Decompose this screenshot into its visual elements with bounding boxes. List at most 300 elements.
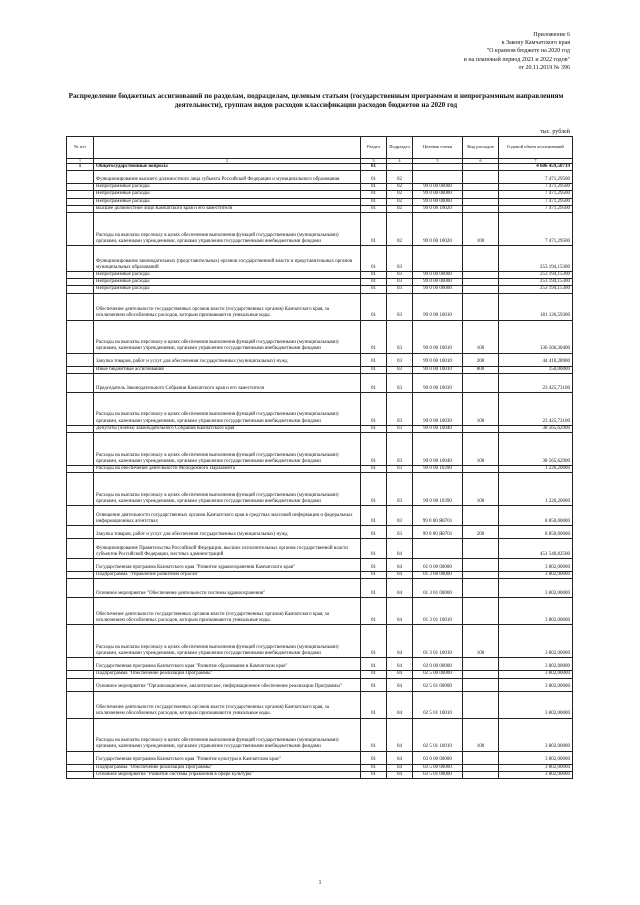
row-target-article: 03 0 00 00000 xyxy=(413,751,463,764)
row-subsection: 03 xyxy=(387,366,413,373)
row-razdel: 01 xyxy=(361,691,387,718)
table-row xyxy=(67,559,573,572)
row-number xyxy=(67,425,94,432)
row-expense-type xyxy=(463,198,499,205)
row-amount: 3 802,00000 xyxy=(499,764,573,771)
table-row xyxy=(67,171,573,184)
row-target-article: 99 0 00 10030 xyxy=(413,373,463,392)
row-name: Обеспечение деятельности государственных органов власти (государственных органов) Камчатского края, за исключением обособленных расходов, которым присваиваются уникальные коды. xyxy=(94,598,361,625)
row-expense-type xyxy=(463,272,499,279)
row-expense-type: 200 xyxy=(463,353,499,366)
row-name: Основное мероприятие "Организационное, аналитическое, информационное обеспечение реализации Программы" xyxy=(94,678,361,691)
row-amount: 253 194,15300 xyxy=(499,246,573,272)
row-razdel: 01 xyxy=(361,506,387,526)
row-number xyxy=(67,625,94,658)
row-razdel: 01 xyxy=(361,671,387,678)
row-name: Закупка товаров, работ и услуг для обеспечения государственных (муниципальных) нужд xyxy=(94,353,361,366)
row-number xyxy=(67,751,94,764)
row-amount: 150,00000 xyxy=(499,366,573,373)
row-razdel: 01 xyxy=(361,184,387,191)
row-target-article: 03 5 01 00000 xyxy=(413,771,463,778)
row-subsection: 04 xyxy=(387,671,413,678)
row-name: Непрограммные расходы xyxy=(94,286,361,293)
header-cell: Раздел xyxy=(361,137,387,159)
row-name: Подпрограмма "Обеспечение реализации Программы" xyxy=(94,671,361,678)
row-target-article: 99 0 00 10040 xyxy=(413,433,463,466)
row-subsection: 02 xyxy=(387,171,413,184)
row-number xyxy=(67,320,94,353)
row-razdel: 01 xyxy=(361,526,387,539)
row-expense-type xyxy=(463,572,499,579)
row-subsection: 03 xyxy=(387,272,413,279)
row-target-article: 02 5 01 10010 xyxy=(413,691,463,718)
row-target-article: 99 0 00 10390 xyxy=(413,466,463,473)
row-subsection: 04 xyxy=(387,625,413,658)
row-number xyxy=(67,353,94,366)
row-expense-type xyxy=(463,691,499,718)
budget-table xyxy=(66,136,573,779)
row-subsection: 04 xyxy=(387,678,413,691)
row-expense-type xyxy=(463,171,499,184)
row-subsection: 02 xyxy=(387,191,413,198)
row-amount: 451 540,82500 xyxy=(499,539,573,559)
column-number: 7 xyxy=(499,159,573,164)
row-name: Непрограммные расходы xyxy=(94,198,361,205)
row-expense-type xyxy=(463,373,499,392)
row-expense-type xyxy=(463,671,499,678)
row-razdel: 01 xyxy=(361,191,387,198)
table-row xyxy=(67,598,573,625)
row-target-article xyxy=(413,246,463,272)
row-subsection: 04 xyxy=(387,751,413,764)
row-razdel: 01 xyxy=(361,213,387,246)
table-row xyxy=(67,466,573,473)
row-amount: 8 850,00000 xyxy=(499,526,573,539)
row-razdel: 01 xyxy=(361,353,387,366)
table-row xyxy=(67,539,573,559)
table-row xyxy=(67,320,573,353)
column-number: 2 xyxy=(94,159,361,164)
row-number xyxy=(67,191,94,198)
row-expense-type: 100 xyxy=(463,625,499,658)
row-number xyxy=(67,466,94,473)
row-target-article: 99 0 00 00000 xyxy=(413,184,463,191)
table-row xyxy=(67,433,573,466)
row-target-article: 99 0 00 10040 xyxy=(413,425,463,432)
row-subsection: 04 xyxy=(387,559,413,572)
table-row xyxy=(67,213,573,246)
column-number: 5 xyxy=(413,159,463,164)
row-amount: 3 802,00000 xyxy=(499,771,573,778)
row-razdel: 01 xyxy=(361,466,387,473)
row-expense-type: 100 xyxy=(463,213,499,246)
row-name: Непрограммные расходы xyxy=(94,191,361,198)
row-expense-type xyxy=(463,764,499,771)
row-razdel: 01 xyxy=(361,473,387,506)
row-target-article: 01 0 00 00000 xyxy=(413,559,463,572)
header-cell: Годовой объем ассигнований xyxy=(499,137,573,159)
row-expense-type xyxy=(463,751,499,764)
row-subsection: 03 xyxy=(387,320,413,353)
row-name: Функционирование Правительства Российской Федерации, высших исполнительных органов государственной власти субъектов Российской Федерации, местных администраций xyxy=(94,539,361,559)
header-cell: Вид расходов xyxy=(463,137,499,159)
table-row xyxy=(67,293,573,320)
row-razdel: 01 xyxy=(361,164,387,171)
row-number xyxy=(67,678,94,691)
row-razdel: 01 xyxy=(361,293,387,320)
row-number xyxy=(67,771,94,778)
row-subsection: 04 xyxy=(387,579,413,598)
row-expense-type: 200 xyxy=(463,526,499,539)
row-amount: 7 471,29500 xyxy=(499,213,573,246)
row-subsection: 03 xyxy=(387,433,413,466)
table-row xyxy=(67,718,573,751)
row-number xyxy=(67,473,94,506)
row-expense-type xyxy=(463,658,499,671)
row-amount: 7 471,29500 xyxy=(499,205,573,212)
row-subsection: 02 xyxy=(387,205,413,212)
row-razdel: 01 xyxy=(361,771,387,778)
units-label: тыс. рублей xyxy=(540,129,570,135)
header-cell: Подраздел xyxy=(387,137,413,159)
row-amount: 3 802,00000 xyxy=(499,718,573,751)
row-target-article: 01 3 01 00000 xyxy=(413,579,463,598)
table-row xyxy=(67,373,573,392)
row-razdel: 01 xyxy=(361,366,387,373)
table-row xyxy=(67,579,573,598)
table-row xyxy=(67,353,573,366)
row-razdel: 01 xyxy=(361,279,387,286)
row-name: Обеспечение деятельности государственных органов власти (государственных органов) Камчатского края, за исключением обособленных расходов, которым присваиваются уникальные коды. xyxy=(94,691,361,718)
row-name: Государственная программа Камчатского края "Развитие культуры в Камчатском крае" xyxy=(94,751,361,764)
row-number xyxy=(67,213,94,246)
row-subsection: 04 xyxy=(387,572,413,579)
row-razdel: 01 xyxy=(361,425,387,432)
row-target-article: 03 5 00 00000 xyxy=(413,764,463,771)
row-target-article: 99 0 00 00000 xyxy=(413,272,463,279)
row-number xyxy=(67,539,94,559)
row-name: Депутаты (члены) Законодательного Собрания Камчатского края xyxy=(94,425,361,432)
column-number: 3 xyxy=(361,159,387,164)
row-amount: 3 802,00000 xyxy=(499,678,573,691)
row-target-article: 99 0 00 10010 xyxy=(413,366,463,373)
row-name: Расходы на выплаты персоналу в целях обеспечения выполнения функций государственными (муниципальными) органами, казенными учреждениями, органами управления государственными внебюджетными фондами xyxy=(94,718,361,751)
row-target-article: 99 0 00 10010 xyxy=(413,353,463,366)
row-subsection: 03 xyxy=(387,473,413,506)
table-row xyxy=(67,366,573,373)
row-number xyxy=(67,184,94,191)
row-target-article: 99 0 00 10030 xyxy=(413,392,463,425)
row-number xyxy=(67,764,94,771)
row-expense-type xyxy=(463,191,499,198)
row-subsection: 04 xyxy=(387,539,413,559)
table-row xyxy=(67,164,573,171)
row-number xyxy=(67,691,94,718)
row-razdel: 01 xyxy=(361,625,387,658)
header-cell xyxy=(94,137,361,159)
table-row xyxy=(67,198,573,205)
row-number xyxy=(67,272,94,279)
row-expense-type xyxy=(463,286,499,293)
row-target-article: 02 5 01 10010 xyxy=(413,718,463,751)
row-expense-type xyxy=(463,164,499,171)
table-row xyxy=(67,205,573,212)
row-expense-type: 800 xyxy=(463,366,499,373)
row-amount: 23 425,73100 xyxy=(499,392,573,425)
row-subsection: 04 xyxy=(387,764,413,771)
row-name: Расходы на выплаты персоналу в целях обеспечения выполнения функций государственными (муниципальными) органами, казенными учреждениями, органами управления государственными внебюджетными фондами xyxy=(94,213,361,246)
row-number xyxy=(67,598,94,625)
row-expense-type xyxy=(463,539,499,559)
row-expense-type xyxy=(463,279,499,286)
header-cell: № п/п xyxy=(67,137,94,159)
row-expense-type xyxy=(463,579,499,598)
row-number xyxy=(67,671,94,678)
row-amount: 4 606 459,58719 xyxy=(499,164,573,171)
table-row xyxy=(67,473,573,506)
row-target-article: 99 0 00 10010 xyxy=(413,320,463,353)
table-row xyxy=(67,279,573,286)
row-number xyxy=(67,279,94,286)
row-amount: 3 802,00000 xyxy=(499,572,573,579)
row-razdel: 01 xyxy=(361,579,387,598)
table-row xyxy=(67,771,573,778)
row-subsection: 03 xyxy=(387,506,413,526)
row-amount: 1 226,20000 xyxy=(499,473,573,506)
row-name: Обеспечение деятельности государственных органов власти (государственных органов) Камчатского края, за исключением обособленных расходов, которым присваиваются уникальные коды. xyxy=(94,293,361,320)
column-number: 6 xyxy=(463,159,499,164)
row-expense-type: 100 xyxy=(463,718,499,751)
row-number xyxy=(67,392,94,425)
row-expense-type: 100 xyxy=(463,320,499,353)
row-subsection: 03 xyxy=(387,373,413,392)
row-name: Непрограммные расходы xyxy=(94,184,361,191)
row-razdel: 01 xyxy=(361,751,387,764)
table-row xyxy=(67,671,573,678)
row-name: Непрограммные расходы xyxy=(94,272,361,279)
row-name: Расходы на выплаты персоналу в целях обеспечения выполнения функций государственными (муниципальными) органами, казенными учреждениями, органами управления государственными внебюджетными фондами xyxy=(94,433,361,466)
row-target-article: 02 0 00 00000 xyxy=(413,658,463,671)
row-name: Основное мероприятие "Обеспечение деятельности системы здравоохранения" xyxy=(94,579,361,598)
table-row xyxy=(67,425,573,432)
table-row xyxy=(67,658,573,671)
row-name: Высшее должностное лицо Камчатского края и его заместители xyxy=(94,205,361,212)
row-expense-type xyxy=(463,293,499,320)
row-subsection: 04 xyxy=(387,658,413,671)
row-subsection: 02 xyxy=(387,184,413,191)
row-name: Общегосударственные вопросы xyxy=(94,164,361,171)
row-subsection: 02 xyxy=(387,213,413,246)
row-number xyxy=(67,198,94,205)
row-amount: 3 802,00000 xyxy=(499,658,573,671)
row-expense-type xyxy=(463,598,499,625)
table-row xyxy=(67,572,573,579)
row-razdel: 01 xyxy=(361,392,387,425)
row-subsection: 04 xyxy=(387,691,413,718)
row-target-article: 99 0 00 00000 xyxy=(413,191,463,198)
row-subsection: 03 xyxy=(387,353,413,366)
row-number xyxy=(67,572,94,579)
row-amount: 1 226,20000 xyxy=(499,466,573,473)
row-subsection: 03 xyxy=(387,392,413,425)
row-expense-type xyxy=(463,246,499,272)
row-target-article: 99 0 00 00000 xyxy=(413,279,463,286)
row-expense-type xyxy=(463,506,499,526)
row-expense-type: 100 xyxy=(463,392,499,425)
row-number xyxy=(67,205,94,212)
row-amount: 38 565,62900 xyxy=(499,433,573,466)
table-row xyxy=(67,392,573,425)
row-amount: 3 802,00000 xyxy=(499,579,573,598)
header-row xyxy=(67,137,573,159)
row-razdel: 01 xyxy=(361,598,387,625)
row-amount: 253 194,15300 xyxy=(499,279,573,286)
table-row xyxy=(67,691,573,718)
row-razdel: 01 xyxy=(361,718,387,751)
row-name: Иные бюджетные ассигнования xyxy=(94,366,361,373)
row-expense-type xyxy=(463,466,499,473)
row-amount: 3 802,00000 xyxy=(499,691,573,718)
row-target-article: 99 0 00 10390 xyxy=(413,473,463,506)
row-name: Расходы на выплаты персоналу в целях обеспечения выполнения функций государственными (муниципальными) органами, казенными учреждениями, органами управления государственными внебюджетными фондами xyxy=(94,392,361,425)
row-subsection: 03 xyxy=(387,279,413,286)
row-razdel: 01 xyxy=(361,320,387,353)
row-amount: 3 802,00000 xyxy=(499,598,573,625)
row-razdel: 01 xyxy=(361,286,387,293)
row-target-article: 99 0 00 10020 xyxy=(413,205,463,212)
row-number xyxy=(67,433,94,466)
row-subsection: 04 xyxy=(387,598,413,625)
table-row xyxy=(67,625,573,658)
row-number xyxy=(67,286,94,293)
appendix-line: "О краевом бюджете на 2020 год xyxy=(486,48,570,55)
row-subsection: 04 xyxy=(387,771,413,778)
appendix-line: Приложение 6 xyxy=(533,32,570,38)
row-subsection: 03 xyxy=(387,466,413,473)
row-amount: 3 802,00000 xyxy=(499,559,573,572)
row-target-article: 99 0 00 10020 xyxy=(413,213,463,246)
row-number xyxy=(67,171,94,184)
row-amount: 7 471,29500 xyxy=(499,198,573,205)
row-target-article: 99 0 00 00000 xyxy=(413,286,463,293)
row-target-article: 99 0 00 Я8701 xyxy=(413,506,463,526)
row-name: Расходы на выплаты персоналу в целях обеспечения выполнения функций государственными (муниципальными) органами, казенными учреждениями, органами управления государственными внебюджетными фондами xyxy=(94,473,361,506)
row-razdel: 01 xyxy=(361,272,387,279)
row-razdel: 01 xyxy=(361,246,387,272)
row-target-article: 02 5 01 00000 xyxy=(413,678,463,691)
row-target-article: 01 3 00 00000 xyxy=(413,572,463,579)
row-amount: 7 471,29500 xyxy=(499,191,573,198)
row-name: Функционирование высшего должностного лица субъекта Российской Федерации и муниципального образования xyxy=(94,171,361,184)
row-subsection: 02 xyxy=(387,198,413,205)
row-number xyxy=(67,658,94,671)
row-razdel: 01 xyxy=(361,205,387,212)
row-number xyxy=(67,246,94,272)
row-subsection: 03 xyxy=(387,526,413,539)
row-amount: 8 850,00000 xyxy=(499,506,573,526)
table-row xyxy=(67,184,573,191)
table-body xyxy=(67,164,573,779)
row-name: Закупка товаров, работ и услуг для обеспечения государственных (муниципальных) нужд xyxy=(94,526,361,539)
row-expense-type xyxy=(463,771,499,778)
row-amount: 253 194,15300 xyxy=(499,272,573,279)
table-row xyxy=(67,286,573,293)
document-title: Распределение бюджетных ассигнований по разделам, подразделам, целевым статьям (государственным программам и непрограммным направлениям деятельности), группам видов расходов классификации расходов бюджетов на 2020 год xyxy=(68,92,564,110)
row-subsection: 03 xyxy=(387,246,413,272)
row-number xyxy=(67,579,94,598)
row-name: Подпрограмма "Обеспечение реализации Программы" xyxy=(94,764,361,771)
row-target-article xyxy=(413,539,463,559)
row-name: Функционирование законодательных (представительных) органов государственной власти и представительных органов муниципальных образований xyxy=(94,246,361,272)
row-amount: 38 565,62900 xyxy=(499,425,573,432)
row-name: Председатель Законодательного Собрания Камчатского края и его заместители xyxy=(94,373,361,392)
row-number xyxy=(67,506,94,526)
row-expense-type xyxy=(463,678,499,691)
row-number: 1 xyxy=(67,164,94,171)
column-number: 1 xyxy=(67,159,94,164)
row-amount: 3 802,00000 xyxy=(499,625,573,658)
row-name: Расходы на выплаты персоналу в целях обеспечения выполнения функций государственными (муниципальными) органами, казенными учреждениями, органами управления государственными внебюджетными фондами xyxy=(94,625,361,658)
table-row xyxy=(67,246,573,272)
row-razdel: 01 xyxy=(361,658,387,671)
column-number: 4 xyxy=(387,159,413,164)
row-expense-type xyxy=(463,184,499,191)
row-number xyxy=(67,373,94,392)
row-razdel: 01 xyxy=(361,678,387,691)
row-amount: 3 802,00000 xyxy=(499,751,573,764)
row-target-article: 99 0 00 10010 xyxy=(413,293,463,320)
table-row xyxy=(67,678,573,691)
row-razdel: 01 xyxy=(361,198,387,205)
row-amount: 253 194,15300 xyxy=(499,286,573,293)
row-subsection xyxy=(387,164,413,171)
row-razdel: 01 xyxy=(361,539,387,559)
row-subsection: 04 xyxy=(387,718,413,751)
row-target-article: 02 5 00 00000 xyxy=(413,671,463,678)
table-row xyxy=(67,272,573,279)
row-razdel: 01 xyxy=(361,764,387,771)
row-amount: 136 566,30400 xyxy=(499,320,573,353)
header-cell: Целевая статья xyxy=(413,137,463,159)
appendix-line: к Закону Камчатского края xyxy=(501,40,570,47)
row-number xyxy=(67,559,94,572)
row-expense-type xyxy=(463,425,499,432)
appendix-block xyxy=(464,31,570,72)
row-number xyxy=(67,293,94,320)
row-expense-type xyxy=(463,205,499,212)
row-name: Расходы на обеспечение деятельности Молодежного Парламента xyxy=(94,466,361,473)
row-expense-type: 100 xyxy=(463,473,499,506)
row-razdel: 01 xyxy=(361,373,387,392)
row-subsection: 03 xyxy=(387,425,413,432)
row-expense-type: 100 xyxy=(463,433,499,466)
row-target-article xyxy=(413,164,463,171)
table-row xyxy=(67,764,573,771)
row-name: Государственная программа Камчатского края "Развитие образования в Камчатском крае" xyxy=(94,658,361,671)
row-number xyxy=(67,718,94,751)
row-target-article: 01 3 01 10010 xyxy=(413,598,463,625)
row-target-article: 99 0 00 00000 xyxy=(413,198,463,205)
row-number xyxy=(67,526,94,539)
row-name: Освещение деятельности государственных органов Камчатского края в средствах массовой информации и федеральных информационных агентствах xyxy=(94,506,361,526)
row-razdel: 01 xyxy=(361,433,387,466)
table-row xyxy=(67,526,573,539)
row-amount: 7 471,29500 xyxy=(499,184,573,191)
table-row xyxy=(67,191,573,198)
row-razdel: 01 xyxy=(361,572,387,579)
row-name: Непрограммные расходы xyxy=(94,279,361,286)
row-name: Расходы на выплаты персоналу в целях обеспечения выполнения функций государственными (муниципальными) органами, казенными учреждениями, органами управления государственными внебюджетными фондами xyxy=(94,320,361,353)
